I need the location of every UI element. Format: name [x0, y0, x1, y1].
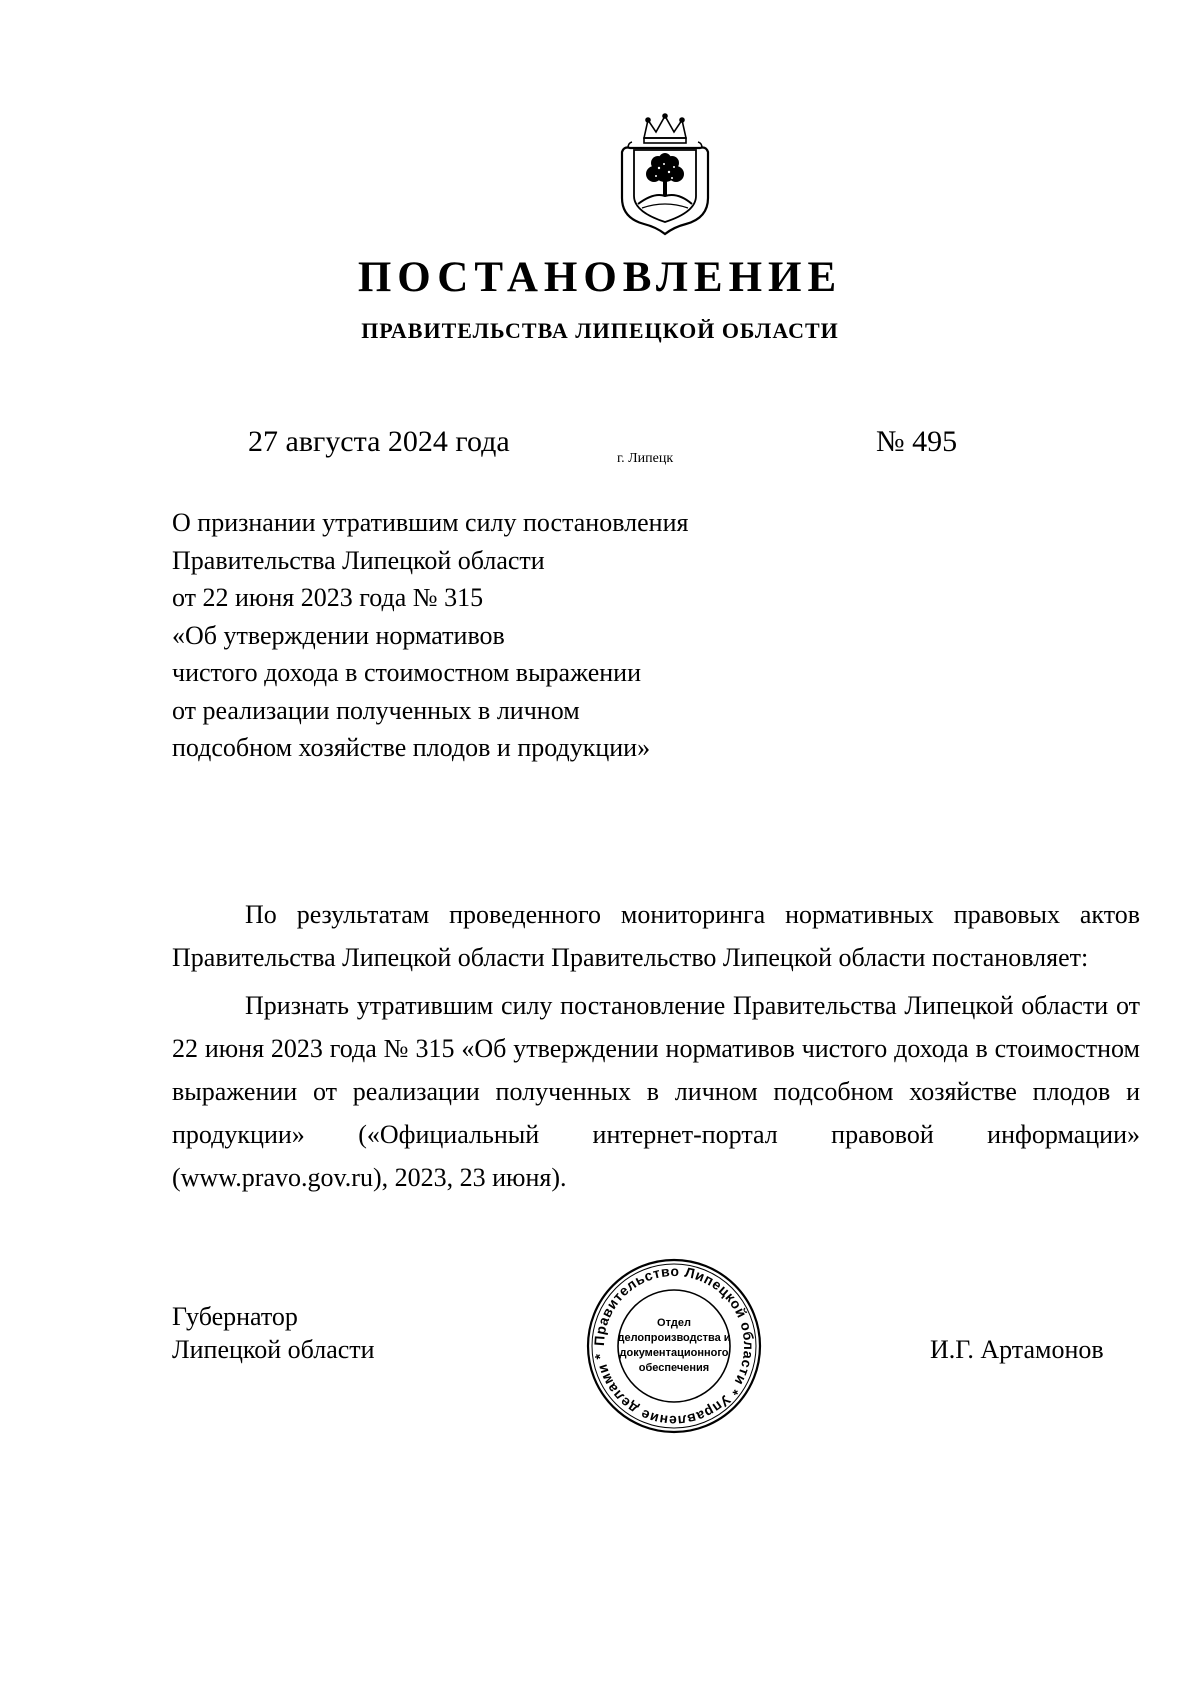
document-city: г. Липецк — [617, 451, 674, 466]
signer-title-line: Губернатор — [172, 1302, 298, 1331]
signer-title — [172, 1300, 375, 1366]
heading-line: О признании утратившим силу постановления — [172, 508, 689, 537]
signer-name: И.Г. Артамонов — [930, 1335, 1104, 1364]
heading-line: от 22 июня 2023 года № 315 — [172, 583, 484, 612]
body-paragraph: По результатам проведенного мониторинга нормативных правовых актов Правительства Липецкой области Правительство Липецкой области постановляет: — [172, 900, 1140, 972]
heading-line: от реализации полученных в личном — [172, 695, 580, 725]
document-body — [172, 893, 1140, 1204]
document-subtitle: ПРАВИТЕЛЬСТВА ЛИПЕЦКОЙ ОБЛАСТИ — [361, 318, 839, 343]
heading-line: Правительства Липецкой области — [172, 545, 545, 575]
document-number: № 495 — [876, 425, 958, 458]
official-stamp — [584, 1256, 764, 1436]
heading-line: «Об утверждении нормативов — [172, 620, 505, 650]
body-paragraph: Признать утратившим силу постановление Правительства Липецкой области от 22 июня 2023 года № 315 «Об утверждении нормативов чистого дохода в стоимостном выражении от реализации полученных в личном подсобном хозяйстве плодов и продукции» («Официальный интернет-портал правовой информации» (www.pravo.gov.ru), 2023, 23 июня). — [172, 991, 1140, 1192]
document-date: 27 августа 2024 года — [248, 425, 510, 458]
signer-title-line: Липецкой области — [172, 1335, 375, 1364]
stamp-center-line: обеспечения — [638, 1362, 710, 1374]
document-title: ПОСТАНОВЛЕНИЕ — [357, 254, 843, 301]
stamp-center-line: документационного — [619, 1347, 729, 1359]
stamp-center-line: делопроизводства и — [617, 1332, 731, 1344]
coat-of-arms-icon — [614, 112, 716, 236]
stamp-ring-text: Правительство Липецкой области * Управление делами * — [590, 1262, 758, 1430]
document-heading — [172, 504, 872, 767]
heading-line: чистого дохода в стоимостном выражении — [172, 658, 641, 687]
stamp-center-line: Отдел — [657, 1317, 691, 1329]
heading-line: подсобном хозяйстве плодов и продукции» — [172, 733, 651, 762]
